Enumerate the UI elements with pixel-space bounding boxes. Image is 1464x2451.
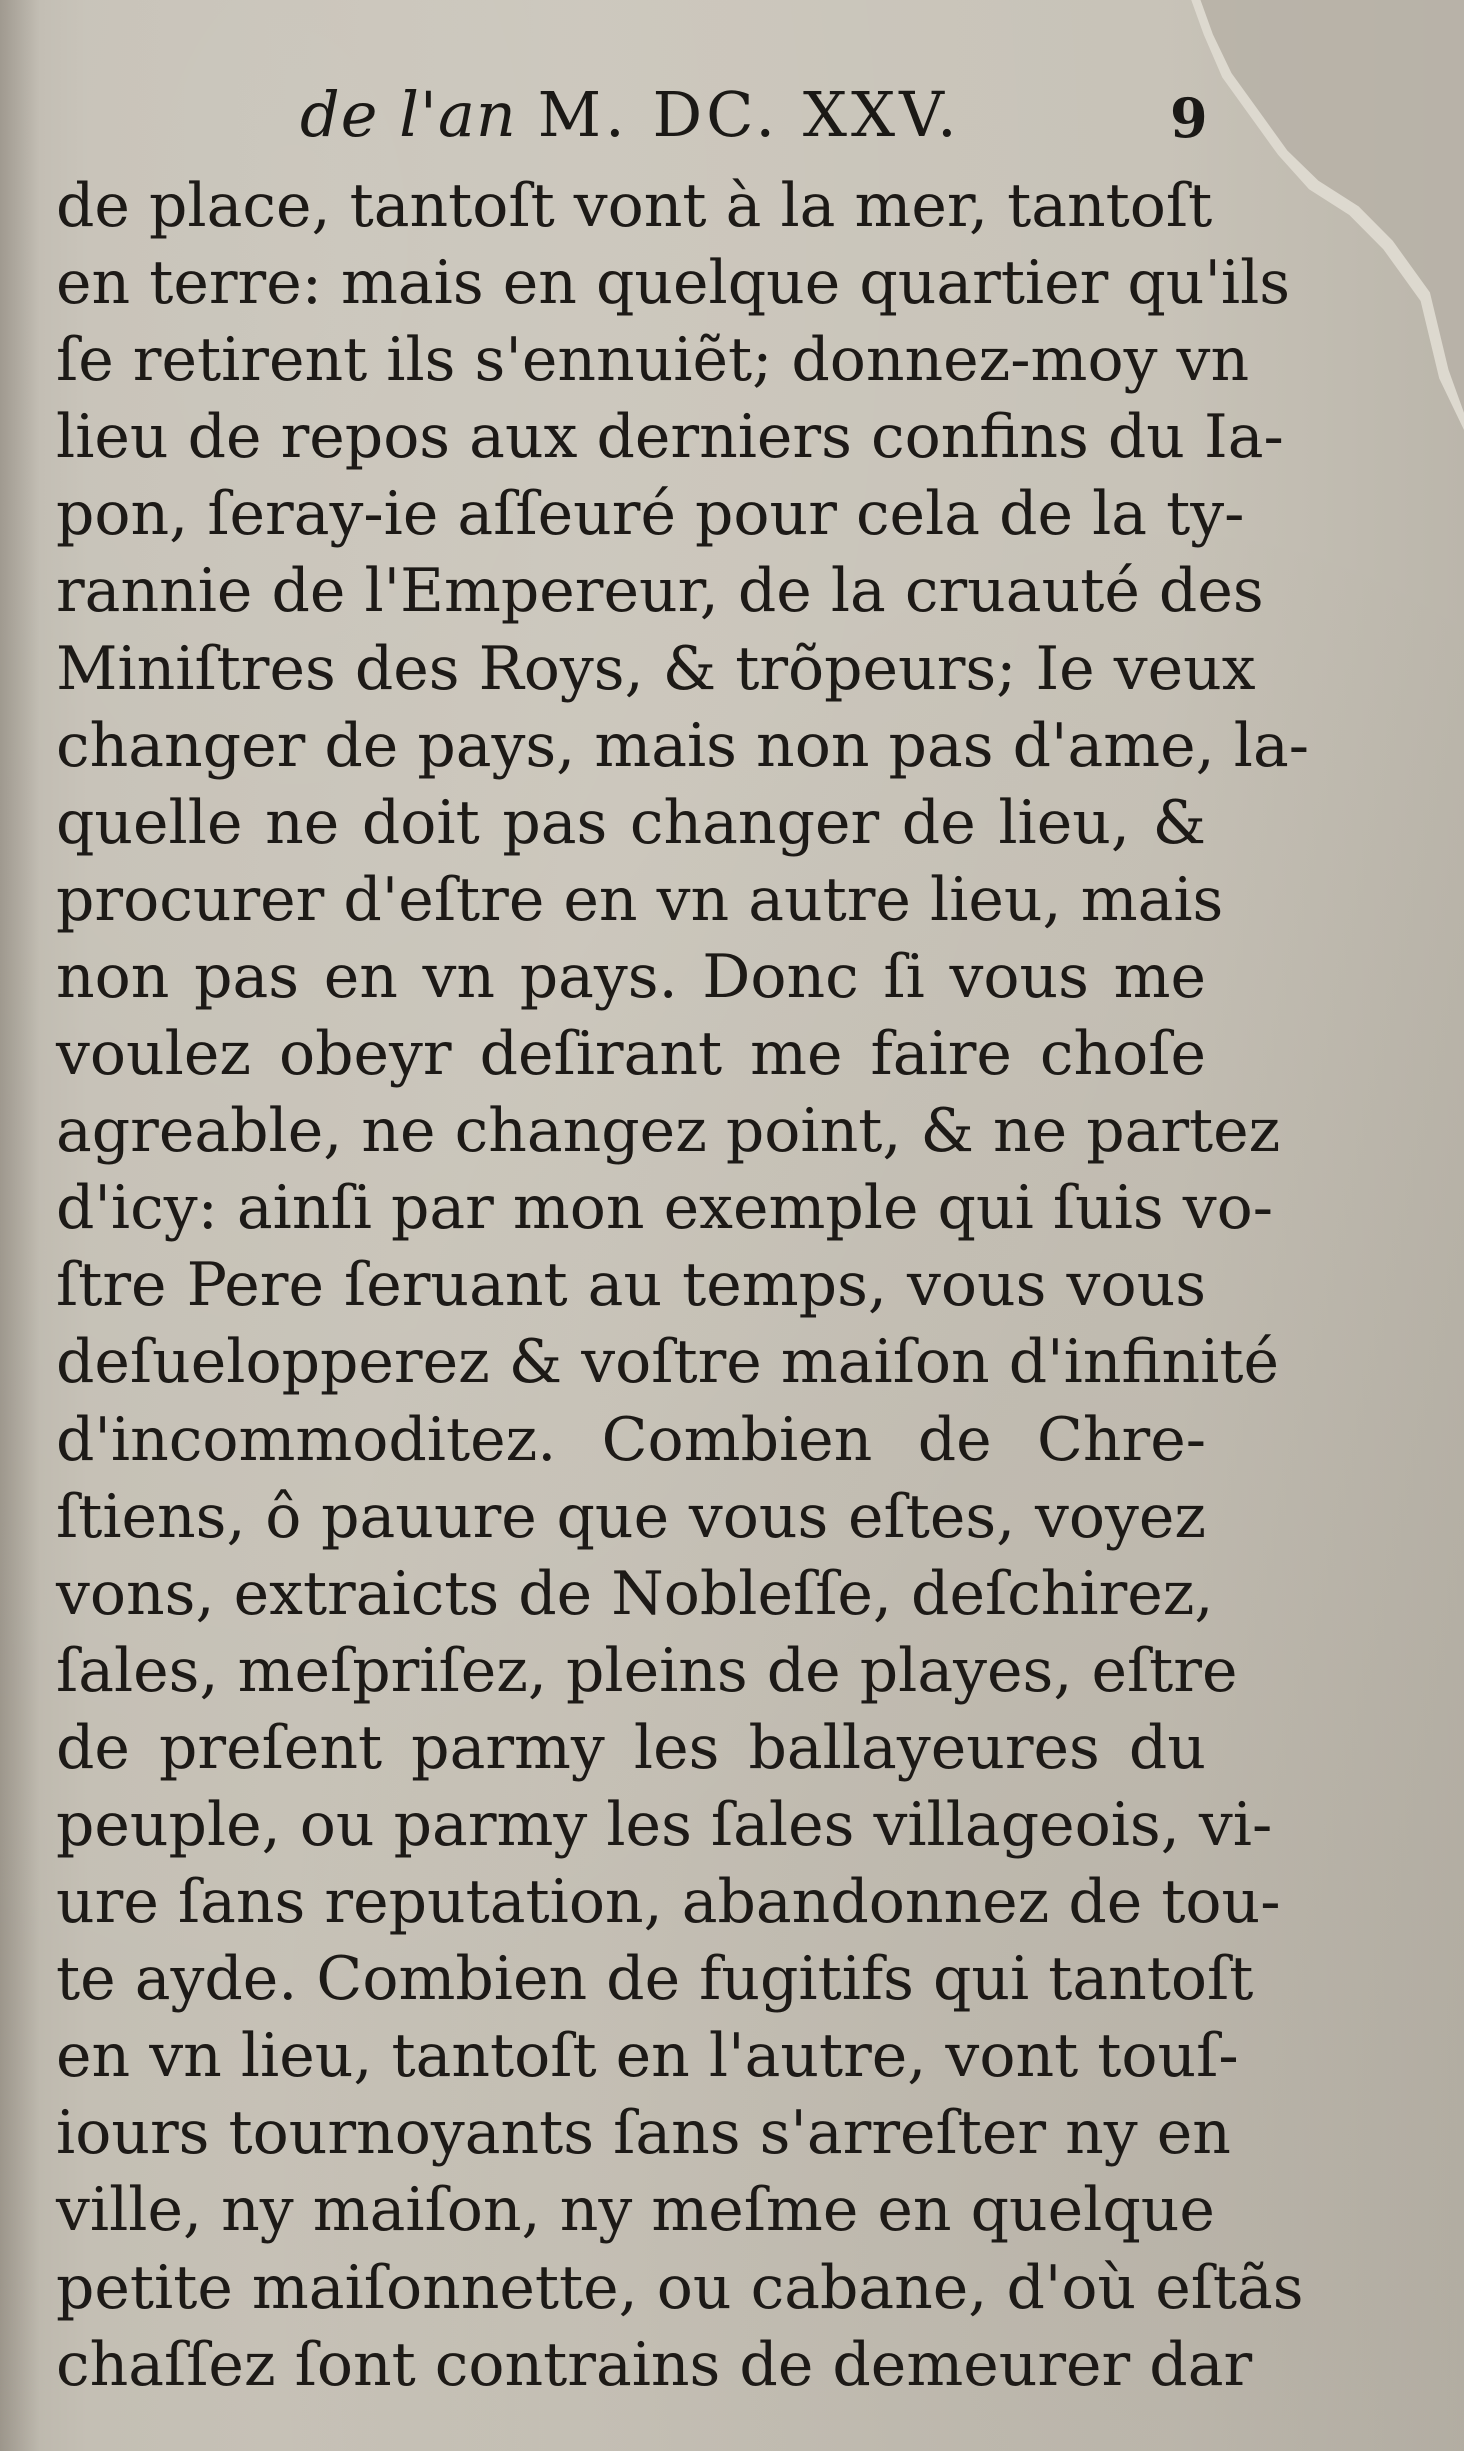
page-header: [300, 78, 1220, 168]
text-line: voulez obeyr deſirant me faire choſe: [56, 1019, 1206, 1090]
page-number: 9: [1170, 86, 1208, 150]
text-line: te ayde. Combien de fugitifs qui tantoſt: [56, 1944, 1254, 2015]
text-line: petite maiſonnette, ou cabane, d'où eſtãs: [56, 2252, 1304, 2323]
text-line: de place, tantoſt vont à la mer, tantoſt: [56, 171, 1213, 241]
running-head: [300, 78, 961, 151]
text-line: ſtre Pere ſeruant au temps, vous vous: [56, 1250, 1206, 1321]
spine-shadow: [0, 0, 40, 2451]
text-line: d'incommoditez. Combien de Chre-: [56, 1404, 1206, 1475]
text-line: Miniſtres des Roys, & trõpeurs; Ie veux: [56, 633, 1256, 704]
text-line: rannie de l'Empereur, de la cruauté des: [56, 556, 1264, 627]
text-line: ville, ny maiſon, ny meſme en quelque: [56, 2175, 1215, 2246]
text-line: ſe retirent ils s'ennuiẽt; donnez-moy vn: [56, 325, 1250, 396]
text-line: en vn lieu, tantoſt en l'autre, vont touſ-: [56, 2021, 1239, 2092]
text-line: non pas en vn pays. Donc ſi vous me: [56, 941, 1206, 1012]
text-line: pon, ſeray-ie aſſeuré pour cela de la ty-: [56, 479, 1245, 550]
text-line: iours tournoyants ſans s'arreſter ny en: [56, 2098, 1231, 2169]
body-text: [56, 168, 1310, 2404]
text-line: changer de pays, mais non pas d'ame, la-: [56, 710, 1310, 781]
text-line: procurer d'eſtre en vn autre lieu, mais: [56, 864, 1224, 935]
text-line: vons, extraicts de Nobleſſe, deſchirez,: [56, 1558, 1214, 1629]
text-line: lieu de repos aux derniers confins du Ia-: [56, 402, 1284, 473]
text-line: d'icy: ainſi par mon exemple qui ſuis vo-: [56, 1173, 1274, 1244]
text-line: en terre: mais en quelque quartier qu'ils: [56, 248, 1291, 319]
text-line: chaſſez ſont contrains de demeurer dar: [56, 2329, 1253, 2400]
text-line: ſales, meſpriſez, pleins de playes, eſtre: [56, 1635, 1238, 1706]
text-line: deſuelopperez & voſtre maiſon d'infinité: [56, 1327, 1279, 1398]
text-line: ſtiens, ô pauure que vous eſtes, voyez: [56, 1481, 1206, 1552]
text-line: quelle ne doit pas changer de lieu, &: [56, 787, 1206, 858]
text-line: de preſent parmy les ballayeures du: [56, 1712, 1206, 1783]
running-head-italic: de l'an: [300, 78, 517, 151]
text-line: ure ſans reputation, abandonnez de tou-: [56, 1867, 1281, 1938]
text-line: peuple, ou parmy les ſales villageois, vi-: [56, 1789, 1273, 1860]
running-head-year: M. DC. XXV.: [537, 78, 961, 151]
text-line: agreable, ne changez point, & ne partez: [56, 1096, 1281, 1167]
